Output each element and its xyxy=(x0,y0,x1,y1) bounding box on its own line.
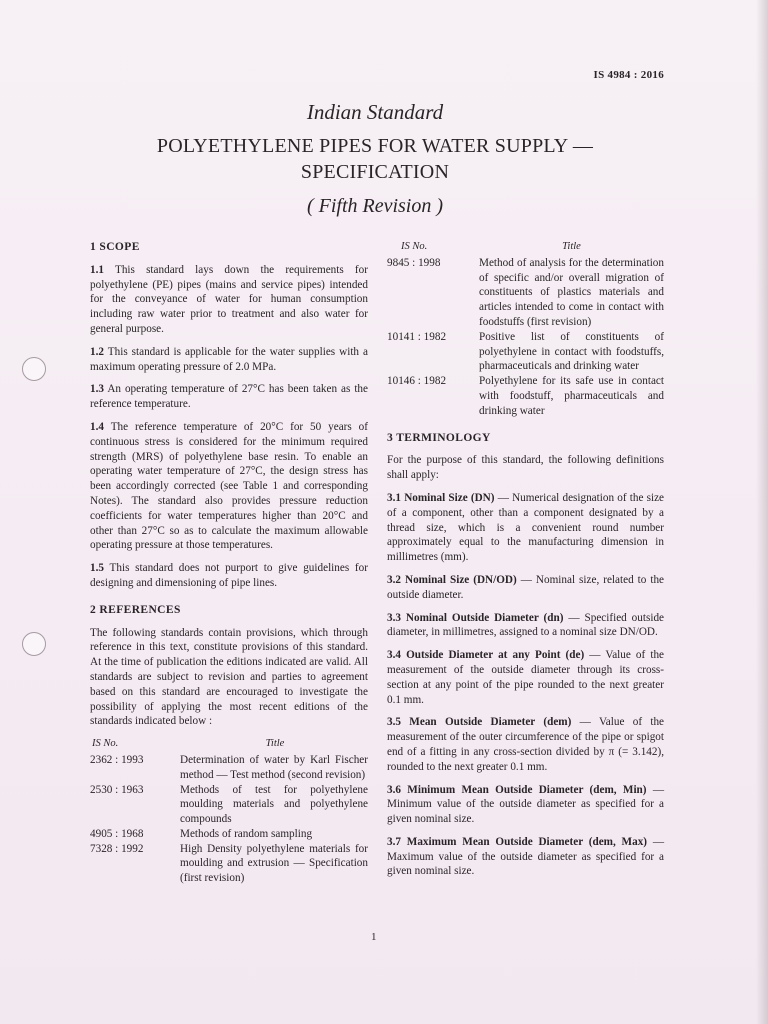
reference-title: Determination of water by Karl Fischer method — Test method (second revision) xyxy=(180,753,368,781)
scope-clause xyxy=(90,561,368,591)
right-column xyxy=(387,240,664,887)
clause-text: The reference temperature of 20°C for 50 years of continuous stress is considered for the minimum required strength (MRS) of polyethylene base resin. To enable an operating water temperature of 27°C, the design stress has been accordingly corrected (see Table 1 and corresponding Notes). The standard also provides pressure reduction coefficients for water temperatures higher than 20°C and other than 27°C so as to calculate the maximum allowable operating pressure at those temperatures. xyxy=(90,420,368,552)
definition-clause xyxy=(387,573,664,603)
clause-number: 1.1 xyxy=(90,263,104,276)
defined-term: Mean Outside Diameter (dem) xyxy=(409,716,572,729)
clause-text: An operating temperature of 27°C has been taken as the reference temperature. xyxy=(90,383,368,411)
document-title-line1: POLYETHYLENE PIPES FOR WATER SUPPLY — xyxy=(156,135,594,157)
terminology-heading: 3 TERMINOLOGY xyxy=(387,431,491,444)
clause-text: This standard lays down the requirements for polyethylene (PE) pipes (mains and service pipes) intended for the conveyance of water for human consumption including raw water prior to treatment and also water for general purpose. xyxy=(90,263,368,335)
definition-clause xyxy=(387,715,664,774)
is-no-column-header: IS No. xyxy=(401,241,428,252)
clause-number: 3.6 xyxy=(387,783,401,796)
reference-number: 10146 : 1982 xyxy=(387,375,447,388)
references-heading: 2 REFERENCES xyxy=(90,603,181,616)
reference-number: 2530 : 1963 xyxy=(90,783,144,796)
revision-label: ( Fifth Revision ) xyxy=(306,195,444,217)
indian-standard-label: Indian Standard xyxy=(306,100,444,124)
definition-text: — Value of the measurement of the outer circumference of the pipe or spigot end of a fitting in any cross-section divided by π (= 3.142), rounded to the next greater 0.1 mm. xyxy=(387,716,665,773)
scope-heading: 1 SCOPE xyxy=(90,241,140,253)
reference-title: Positive list of constituents of polyethylene in contact with foodstuffs, pharmaceuticals and drinking water xyxy=(479,330,664,373)
reference-row xyxy=(90,783,368,827)
page-number: 1 xyxy=(371,931,377,943)
reference-title: Methods of random sampling xyxy=(180,827,313,840)
references-table-header-continued xyxy=(387,240,664,255)
definition-clause xyxy=(387,835,664,879)
reference-row xyxy=(387,330,664,374)
definition-clause xyxy=(387,491,664,565)
punch-hole-bottom xyxy=(22,632,46,656)
terminology-intro: For the purpose of this standard, the following definitions shall apply: xyxy=(387,454,664,482)
page-edge-shadow xyxy=(756,0,768,1024)
definition-text: — Numerical designation of the size of a component, other than a component designated by a thread size, which is a convenient round number approximately equal to the manufacturing dimension in millimetres (mm). xyxy=(387,491,665,564)
clause-number: 3.1 xyxy=(387,491,401,504)
scope-clause xyxy=(90,382,368,412)
title-column-header: Title xyxy=(562,241,581,252)
reference-title: Methods of test for polyethylene moulding materials and polyethylene compounds xyxy=(180,783,368,826)
punch-hole-top xyxy=(22,357,46,381)
document-title-line2: SPECIFICATION xyxy=(300,161,450,183)
left-column xyxy=(90,240,368,886)
clause-text: This standard is applicable for the water supplies with a maximum operating pressure of 2.0 MPa. xyxy=(90,345,368,373)
definition-text: — Value of the measurement of the outside diameter through its cross-section at any point of the pipe rounded to the next greater 0.1 mm. xyxy=(387,649,665,706)
title-column-header: Title xyxy=(265,738,285,750)
reference-number: 9845 : 1998 xyxy=(387,256,441,269)
definition-clause xyxy=(387,611,664,641)
references-intro: The following standards contain provisions, which through reference in this text, constitute provisions of this standard. At the time of publication the editions indicated are valid. All standards are subject to revision and parties to agreement based on this standard are encouraged to investigate the possibility of applying the most recent editions of the standards indicated below : xyxy=(90,626,368,728)
reference-row xyxy=(90,827,368,842)
clause-number: 1.4 xyxy=(90,420,104,433)
reference-number: 10141 : 1982 xyxy=(387,330,447,343)
is-no-column-header: IS No. xyxy=(92,738,119,750)
reference-number: 7328 : 1992 xyxy=(90,842,144,855)
clause-number: 3.4 xyxy=(387,649,401,662)
defined-term: Minimum Mean Outside Diameter (dem, Min) xyxy=(407,783,647,796)
clause-number: 1.3 xyxy=(90,383,104,396)
defined-term: Nominal Size (DN) xyxy=(404,491,495,504)
scope-clause xyxy=(90,420,368,553)
reference-title: Polyethylene for its safe use in contact with foodstuff, pharmaceuticals and drinking water xyxy=(479,375,664,417)
reference-number: 2362 : 1993 xyxy=(90,753,144,766)
definition-text: — Maximum value of the outside diameter as specified for a given nominal size. xyxy=(387,835,664,878)
clause-number: 3.3 xyxy=(387,611,401,624)
defined-term: Nominal Outside Diameter (dn) xyxy=(405,611,564,624)
reference-title: Method of analysis for the determination of specific and/or overall migration of constituents of plastics materials and articles intended to come in contact with foodstuffs (first revision) xyxy=(479,256,664,328)
reference-row xyxy=(90,753,368,783)
definition-clause xyxy=(387,783,664,827)
clause-number: 1.5 xyxy=(90,562,104,575)
reference-number: 4905 : 1968 xyxy=(90,827,144,840)
title-block xyxy=(90,100,660,218)
clause-number: 3.7 xyxy=(387,835,401,848)
definition-text: — Minimum value of the outside diameter as specified for a given nominal size. xyxy=(387,783,664,826)
definition-clause xyxy=(387,648,664,707)
scope-clause xyxy=(90,263,368,337)
defined-term: Maximum Mean Outside Diameter (dem, Max) xyxy=(406,835,648,848)
standard-number: IS 4984 : 2016 xyxy=(593,69,664,81)
reference-title: High Density polyethylene materials for moulding and extrusion — Specification (first revision) xyxy=(180,842,368,885)
reference-row xyxy=(387,374,664,418)
reference-row xyxy=(90,842,368,886)
definition-text: — Specified outside diameter, in millimetres, assigned to a nominal size DN/OD. xyxy=(387,611,665,639)
clause-text: This standard does not purport to give guidelines for designing and dimensioning of pipe lines. xyxy=(90,562,368,589)
clause-number: 1.2 xyxy=(90,345,104,358)
reference-row xyxy=(387,256,664,330)
defined-term: Outside Diameter at any Point (de) xyxy=(406,649,585,662)
defined-term: Nominal Size (DN/OD) xyxy=(404,573,517,586)
scope-clause xyxy=(90,345,368,375)
clause-number: 3.5 xyxy=(387,716,401,729)
references-table-header xyxy=(90,737,368,752)
clause-number: 3.2 xyxy=(387,573,401,586)
definition-text: — Nominal size, related to the outside diameter. xyxy=(387,573,665,601)
